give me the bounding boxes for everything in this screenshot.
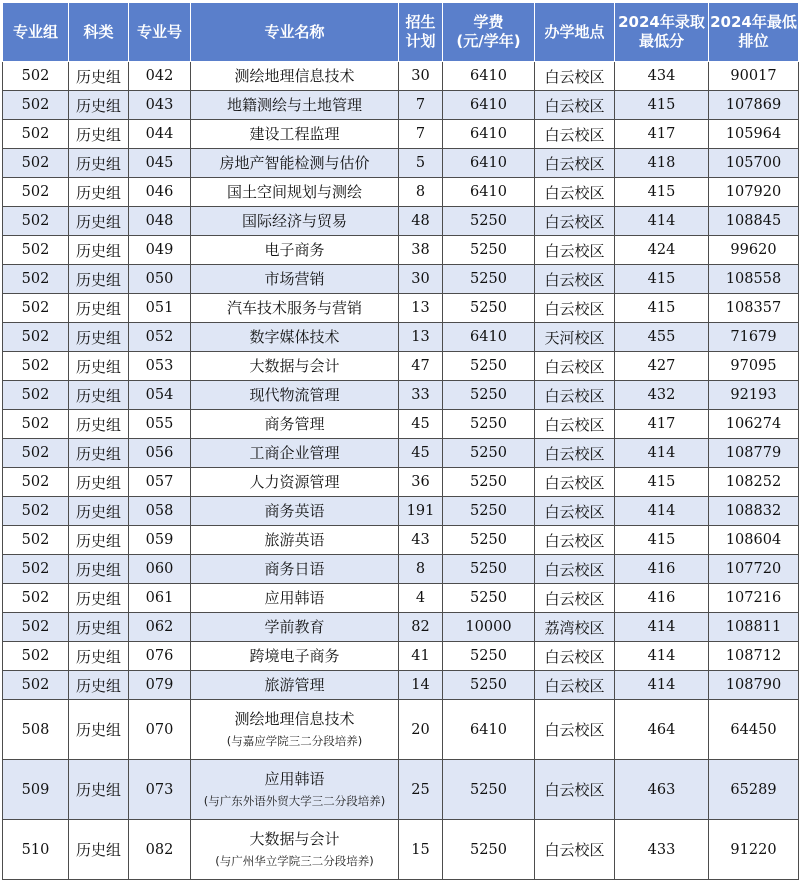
code-cell: 044: [129, 120, 191, 149]
group-cell: 502: [3, 526, 69, 555]
header-group: 专业组: [3, 3, 69, 62]
min-rank-cell: 107920: [709, 178, 799, 207]
min-score-cell: 415: [615, 265, 709, 294]
campus-cell: 白云校区: [535, 760, 615, 820]
table-row: [3, 381, 799, 410]
major-name-cell: [191, 323, 399, 352]
fee-cell: 5250: [443, 468, 535, 497]
plan-cell: 38: [399, 236, 443, 265]
campus-cell: 白云校区: [535, 410, 615, 439]
table-row: [3, 236, 799, 265]
min-score-cell: 416: [615, 555, 709, 584]
major-name: 应用韩语: [264, 589, 325, 607]
major-name: 商务管理: [264, 415, 325, 433]
min-rank-cell: 108712: [709, 642, 799, 671]
group-cell: 502: [3, 323, 69, 352]
plan-cell: 191: [399, 497, 443, 526]
group-cell: 502: [3, 236, 69, 265]
table-row: [3, 700, 799, 760]
code-cell: 057: [129, 468, 191, 497]
category-cell: 历史组: [69, 526, 129, 555]
category-cell: 历史组: [69, 497, 129, 526]
fee-cell: 5250: [443, 584, 535, 613]
fee-cell: 6410: [443, 62, 535, 91]
group-cell: 502: [3, 62, 69, 91]
group-cell: 502: [3, 439, 69, 468]
min-rank-cell: 106274: [709, 410, 799, 439]
code-cell: 059: [129, 526, 191, 555]
major-name: 跨境电子商务: [249, 647, 340, 665]
fee-cell: 5250: [443, 820, 535, 880]
plan-cell: 13: [399, 323, 443, 352]
major-name: 测绘地理信息技术: [234, 67, 355, 85]
major-note: (与广州华立学院三二分段培养): [215, 854, 374, 868]
min-rank-cell: 105700: [709, 149, 799, 178]
plan-cell: 14: [399, 671, 443, 700]
plan-cell: 41: [399, 642, 443, 671]
category-cell: 历史组: [69, 149, 129, 178]
category-cell: 历史组: [69, 410, 129, 439]
major-name: 旅游英语: [264, 531, 325, 549]
fee-cell: 5250: [443, 381, 535, 410]
category-cell: 历史组: [69, 91, 129, 120]
campus-cell: 白云校区: [535, 265, 615, 294]
min-score-cell: 464: [615, 700, 709, 760]
code-cell: 055: [129, 410, 191, 439]
table-row: [3, 265, 799, 294]
min-score-cell: 463: [615, 760, 709, 820]
min-score-cell: 433: [615, 820, 709, 880]
table-row: [3, 671, 799, 700]
min-score-cell: 424: [615, 236, 709, 265]
group-cell: 502: [3, 468, 69, 497]
major-note: (与广东外语外贸大学三二分段培养): [203, 794, 386, 808]
code-cell: 079: [129, 671, 191, 700]
category-cell: 历史组: [69, 671, 129, 700]
min-rank-cell: 107216: [709, 584, 799, 613]
code-cell: 054: [129, 381, 191, 410]
header-plan: 招生 计划: [399, 3, 443, 62]
category-cell: 历史组: [69, 820, 129, 880]
major-name-cell: [191, 642, 399, 671]
table-row: [3, 584, 799, 613]
header-row: [3, 3, 799, 62]
campus-cell: 白云校区: [535, 526, 615, 555]
fee-cell: 5250: [443, 352, 535, 381]
fee-cell: 5250: [443, 207, 535, 236]
fee-cell: 6410: [443, 178, 535, 207]
plan-cell: 13: [399, 294, 443, 323]
campus-cell: 白云校区: [535, 178, 615, 207]
campus-cell: 白云校区: [535, 555, 615, 584]
fee-cell: 5250: [443, 265, 535, 294]
group-cell: 502: [3, 613, 69, 642]
table-row: [3, 642, 799, 671]
category-cell: 历史组: [69, 62, 129, 91]
min-rank-cell: 91220: [709, 820, 799, 880]
plan-cell: 25: [399, 760, 443, 820]
min-score-cell: 415: [615, 468, 709, 497]
table-row: [3, 526, 799, 555]
min-score-cell: 415: [615, 526, 709, 555]
min-rank-cell: 108845: [709, 207, 799, 236]
header-campus: 办学地点: [535, 3, 615, 62]
major-name-cell: [191, 497, 399, 526]
min-rank-cell: 105964: [709, 120, 799, 149]
fee-cell: 5250: [443, 236, 535, 265]
fee-cell: 5250: [443, 439, 535, 468]
group-cell: 509: [3, 760, 69, 820]
category-cell: 历史组: [69, 760, 129, 820]
fee-cell: 10000: [443, 613, 535, 642]
plan-cell: 4: [399, 584, 443, 613]
major-name-cell: [191, 381, 399, 410]
campus-cell: 白云校区: [535, 820, 615, 880]
code-cell: 073: [129, 760, 191, 820]
header-code: 专业号: [129, 3, 191, 62]
code-cell: 042: [129, 62, 191, 91]
category-cell: 历史组: [69, 323, 129, 352]
min-score-cell: 414: [615, 671, 709, 700]
group-cell: 502: [3, 178, 69, 207]
major-name: 工商企业管理: [249, 444, 340, 462]
major-name-cell: [191, 149, 399, 178]
major-name-cell: [191, 613, 399, 642]
code-cell: 053: [129, 352, 191, 381]
group-cell: 502: [3, 671, 69, 700]
major-name: 测绘地理信息技术: [234, 710, 355, 728]
major-name-cell: [191, 468, 399, 497]
major-name: 电子商务: [264, 241, 325, 259]
major-name-cell: [191, 410, 399, 439]
table-row: [3, 410, 799, 439]
major-name-cell: [191, 265, 399, 294]
min-score-cell: 417: [615, 410, 709, 439]
group-cell: 502: [3, 555, 69, 584]
major-name-cell: [191, 439, 399, 468]
plan-cell: 48: [399, 207, 443, 236]
category-cell: 历史组: [69, 294, 129, 323]
min-score-cell: 414: [615, 207, 709, 236]
major-name-cell: [191, 91, 399, 120]
fee-cell: 6410: [443, 91, 535, 120]
table-row: [3, 555, 799, 584]
code-cell: 050: [129, 265, 191, 294]
min-rank-cell: 108832: [709, 497, 799, 526]
major-name: 建设工程监理: [249, 125, 340, 143]
min-score-cell: 415: [615, 294, 709, 323]
category-cell: 历史组: [69, 700, 129, 760]
min-rank-cell: 108604: [709, 526, 799, 555]
code-cell: 070: [129, 700, 191, 760]
category-cell: 历史组: [69, 468, 129, 497]
min-rank-cell: 90017: [709, 62, 799, 91]
table-row: [3, 468, 799, 497]
min-rank-cell: 107720: [709, 555, 799, 584]
major-name: 商务日语: [264, 560, 325, 578]
min-rank-cell: 99620: [709, 236, 799, 265]
group-cell: 502: [3, 584, 69, 613]
header-min-score: 2024年录取 最低分: [615, 3, 709, 62]
table-row: [3, 497, 799, 526]
plan-cell: 45: [399, 410, 443, 439]
min-rank-cell: 108779: [709, 439, 799, 468]
category-cell: 历史组: [69, 236, 129, 265]
major-name: 汽车技术服务与营销: [226, 299, 362, 317]
table-row: [3, 207, 799, 236]
table-row: [3, 820, 799, 880]
table-header: [3, 3, 799, 62]
table-row: [3, 613, 799, 642]
major-name: 国土空间规划与测绘: [226, 183, 362, 201]
code-cell: 049: [129, 236, 191, 265]
major-name: 商务英语: [264, 502, 325, 520]
code-cell: 045: [129, 149, 191, 178]
campus-cell: 白云校区: [535, 149, 615, 178]
major-name: 房地产智能检测与估价: [219, 154, 370, 172]
fee-cell: 5250: [443, 294, 535, 323]
code-cell: 060: [129, 555, 191, 584]
table-row: [3, 760, 799, 820]
campus-cell: 白云校区: [535, 468, 615, 497]
group-cell: 502: [3, 91, 69, 120]
campus-cell: 天河校区: [535, 323, 615, 352]
major-name: 国际经济与贸易: [241, 212, 347, 230]
min-rank-cell: 71679: [709, 323, 799, 352]
min-rank-cell: 108357: [709, 294, 799, 323]
plan-cell: 8: [399, 178, 443, 207]
code-cell: 043: [129, 91, 191, 120]
table-body: [3, 62, 799, 880]
campus-cell: 白云校区: [535, 207, 615, 236]
fee-cell: 6410: [443, 700, 535, 760]
min-score-cell: 415: [615, 178, 709, 207]
campus-cell: 白云校区: [535, 236, 615, 265]
table-row: [3, 120, 799, 149]
major-name-cell: [191, 760, 399, 820]
major-name-cell: [191, 294, 399, 323]
major-note: (与嘉应学院三二分段培养): [226, 734, 363, 748]
campus-cell: 白云校区: [535, 381, 615, 410]
min-score-cell: 414: [615, 613, 709, 642]
major-name: 现代物流管理: [249, 386, 340, 404]
category-cell: 历史组: [69, 265, 129, 294]
table-row: [3, 149, 799, 178]
fee-cell: 6410: [443, 149, 535, 178]
table-row: [3, 439, 799, 468]
min-rank-cell: 97095: [709, 352, 799, 381]
category-cell: 历史组: [69, 207, 129, 236]
major-name-cell: [191, 236, 399, 265]
min-score-cell: 417: [615, 120, 709, 149]
major-name-cell: [191, 820, 399, 880]
code-cell: 046: [129, 178, 191, 207]
plan-cell: 82: [399, 613, 443, 642]
major-name: 地籍测绘与土地管理: [226, 96, 362, 114]
min-score-cell: 432: [615, 381, 709, 410]
major-name-cell: [191, 352, 399, 381]
min-score-cell: 427: [615, 352, 709, 381]
category-cell: 历史组: [69, 613, 129, 642]
group-cell: 502: [3, 294, 69, 323]
code-cell: 052: [129, 323, 191, 352]
plan-cell: 45: [399, 439, 443, 468]
min-score-cell: 455: [615, 323, 709, 352]
major-name-cell: [191, 120, 399, 149]
header-min-rank: 2024年最低 排位: [709, 3, 799, 62]
major-name-cell: [191, 555, 399, 584]
major-name-cell: [191, 526, 399, 555]
group-cell: 502: [3, 352, 69, 381]
min-rank-cell: 108790: [709, 671, 799, 700]
group-cell: 502: [3, 265, 69, 294]
fee-cell: 6410: [443, 120, 535, 149]
table-row: [3, 323, 799, 352]
min-score-cell: 418: [615, 149, 709, 178]
table-row: [3, 352, 799, 381]
fee-cell: 5250: [443, 671, 535, 700]
group-cell: 508: [3, 700, 69, 760]
campus-cell: 白云校区: [535, 497, 615, 526]
major-name-cell: [191, 671, 399, 700]
min-score-cell: 416: [615, 584, 709, 613]
plan-cell: 15: [399, 820, 443, 880]
campus-cell: 白云校区: [535, 642, 615, 671]
plan-cell: 30: [399, 62, 443, 91]
code-cell: 061: [129, 584, 191, 613]
fee-cell: 6410: [443, 323, 535, 352]
plan-cell: 8: [399, 555, 443, 584]
fee-cell: 5250: [443, 642, 535, 671]
min-rank-cell: 108558: [709, 265, 799, 294]
group-cell: 502: [3, 497, 69, 526]
table-row: [3, 62, 799, 91]
major-name-cell: [191, 62, 399, 91]
campus-cell: 荔湾校区: [535, 613, 615, 642]
group-cell: 502: [3, 207, 69, 236]
group-cell: 502: [3, 381, 69, 410]
min-score-cell: 414: [615, 439, 709, 468]
table-row: [3, 294, 799, 323]
code-cell: 082: [129, 820, 191, 880]
major-name-cell: [191, 584, 399, 613]
category-cell: 历史组: [69, 555, 129, 584]
group-cell: 502: [3, 642, 69, 671]
fee-cell: 5250: [443, 555, 535, 584]
major-name: 数字媒体技术: [249, 328, 340, 346]
category-cell: 历史组: [69, 642, 129, 671]
major-name: 旅游管理: [264, 676, 325, 694]
campus-cell: 白云校区: [535, 294, 615, 323]
plan-cell: 7: [399, 120, 443, 149]
category-cell: 历史组: [69, 381, 129, 410]
header-fee: 学费 (元/学年): [443, 3, 535, 62]
major-name-cell: [191, 207, 399, 236]
major-name: 大数据与会计: [249, 830, 340, 848]
group-cell: 502: [3, 149, 69, 178]
min-rank-cell: 108252: [709, 468, 799, 497]
major-name: 人力资源管理: [249, 473, 340, 491]
plan-cell: 20: [399, 700, 443, 760]
plan-cell: 47: [399, 352, 443, 381]
category-cell: 历史组: [69, 178, 129, 207]
min-rank-cell: 108811: [709, 613, 799, 642]
admission-plan-table: [2, 2, 799, 880]
min-score-cell: 434: [615, 62, 709, 91]
group-cell: 502: [3, 120, 69, 149]
major-name: 大数据与会计: [249, 357, 340, 375]
min-rank-cell: 92193: [709, 381, 799, 410]
campus-cell: 白云校区: [535, 439, 615, 468]
group-cell: 502: [3, 410, 69, 439]
code-cell: 062: [129, 613, 191, 642]
code-cell: 048: [129, 207, 191, 236]
major-name: 市场营销: [264, 270, 325, 288]
code-cell: 051: [129, 294, 191, 323]
category-cell: 历史组: [69, 120, 129, 149]
plan-cell: 30: [399, 265, 443, 294]
campus-cell: 白云校区: [535, 671, 615, 700]
code-cell: 056: [129, 439, 191, 468]
fee-cell: 5250: [443, 760, 535, 820]
fee-cell: 5250: [443, 497, 535, 526]
plan-cell: 43: [399, 526, 443, 555]
table-row: [3, 91, 799, 120]
min-rank-cell: 65289: [709, 760, 799, 820]
code-cell: 076: [129, 642, 191, 671]
campus-cell: 白云校区: [535, 62, 615, 91]
plan-cell: 33: [399, 381, 443, 410]
category-cell: 历史组: [69, 584, 129, 613]
major-name: 学前教育: [264, 618, 325, 636]
category-cell: 历史组: [69, 352, 129, 381]
min-score-cell: 415: [615, 91, 709, 120]
min-rank-cell: 64450: [709, 700, 799, 760]
header-category: 科类: [69, 3, 129, 62]
plan-cell: 7: [399, 91, 443, 120]
plan-cell: 5: [399, 149, 443, 178]
min-score-cell: 414: [615, 642, 709, 671]
table-row: [3, 178, 799, 207]
min-rank-cell: 107869: [709, 91, 799, 120]
category-cell: 历史组: [69, 439, 129, 468]
plan-cell: 36: [399, 468, 443, 497]
major-name-cell: [191, 178, 399, 207]
min-score-cell: 414: [615, 497, 709, 526]
header-major-name: 专业名称: [191, 3, 399, 62]
code-cell: 058: [129, 497, 191, 526]
campus-cell: 白云校区: [535, 700, 615, 760]
fee-cell: 5250: [443, 526, 535, 555]
group-cell: 510: [3, 820, 69, 880]
campus-cell: 白云校区: [535, 584, 615, 613]
campus-cell: 白云校区: [535, 91, 615, 120]
campus-cell: 白云校区: [535, 120, 615, 149]
fee-cell: 5250: [443, 410, 535, 439]
campus-cell: 白云校区: [535, 352, 615, 381]
major-name-cell: [191, 700, 399, 760]
major-name: 应用韩语: [264, 770, 325, 788]
